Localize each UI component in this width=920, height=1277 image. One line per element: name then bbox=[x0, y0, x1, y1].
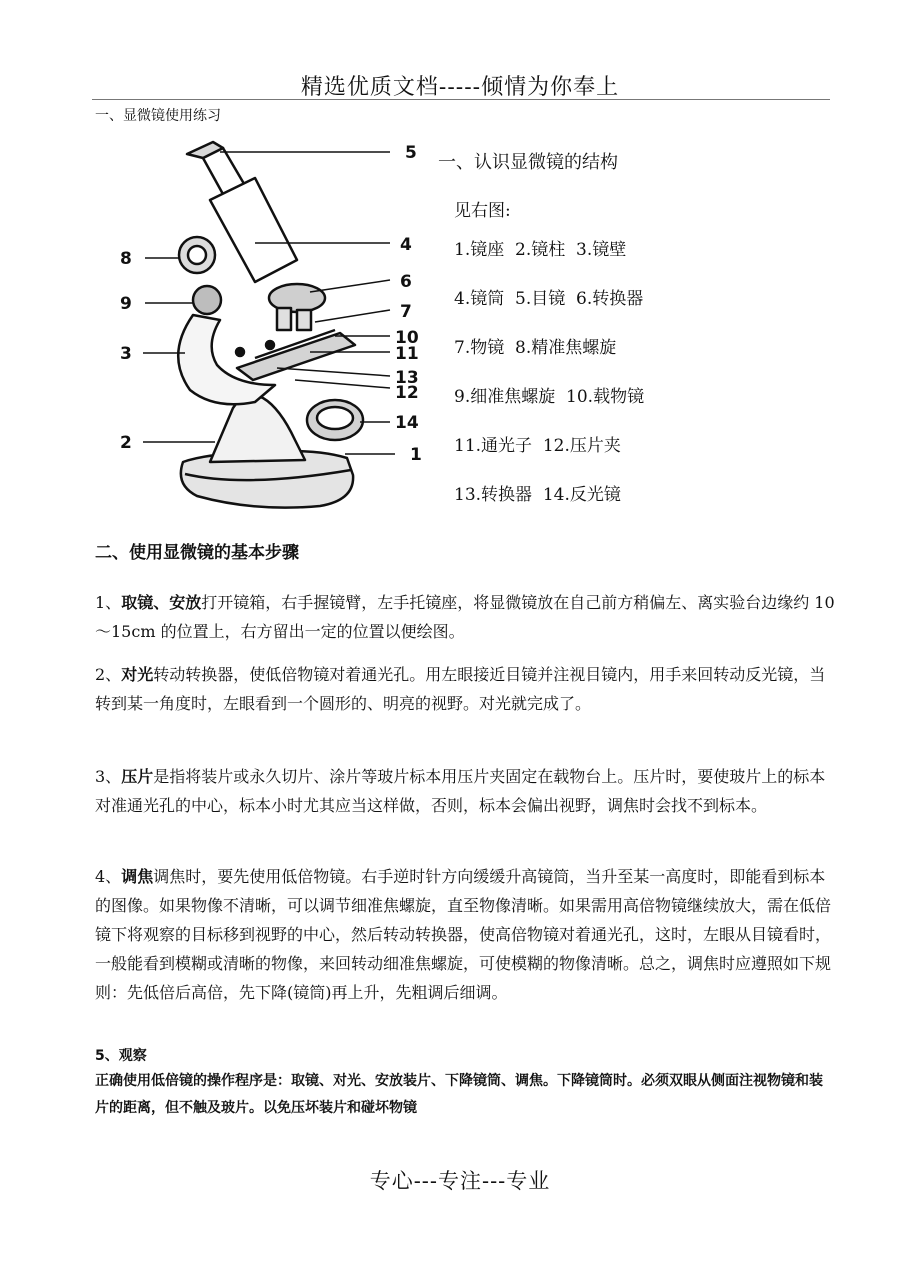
label-5: 5 bbox=[405, 143, 417, 163]
step-text: 转动转换器，使低倍物镜对着通光孔。用左眼接近目镜并注视目镜内，用手来回转动反光镜，当转到某一角度时，左眼看到一个圆形的、明亮的视野。对光就完成了。 bbox=[95, 665, 826, 713]
structure-line: 13.转换器 14.反光镜 bbox=[454, 485, 621, 505]
header-rule bbox=[92, 99, 830, 100]
label-4: 4 bbox=[400, 235, 412, 255]
section-title: 一、显微镜使用练习 bbox=[95, 108, 221, 124]
structure-heading: 一、认识显微镜的结构 bbox=[438, 152, 618, 173]
structure-line: 9.细准焦螺旋 10.载物镜 bbox=[454, 387, 645, 407]
step-text: 是指将装片或永久切片、涂片等玻片标本用压片夹固定在载物台上。压片时，要使玻片上的标本对准通光孔的中心，标本小时尤其应当这样做，否则，标本会偏出视野，调焦时会找不到标本。 bbox=[95, 767, 826, 815]
step-keyword: 对光 bbox=[121, 665, 154, 684]
label-11: 11 bbox=[395, 344, 419, 364]
see-right-note: 见右图: bbox=[454, 201, 511, 221]
label-8: 8 bbox=[120, 249, 132, 269]
structure-list bbox=[438, 148, 738, 520]
step-number: 1、 bbox=[95, 593, 122, 612]
step-text: 调焦时，要先使用低倍物镜。右手逆时针方向缓缓升高镜筒，当升至某一高度时，即能看到标本的图像。如果物像不清晰，可以调节细准焦螺旋，直至物像清晰。如果需用高倍物镜继续放大，需在低倍镜下将观察的目标移到视野的中心，然后转动转换器，使高倍物镜对着通光孔，这时，左眼从目镜看时，一般能看到模糊或清晰的物像，来回转动细准焦螺旋，可使模糊的物像清晰。总之，调焦时应遵照如下规则：先低倍后高倍，先下降(镜筒)再上升，先粗调后细调。 bbox=[95, 867, 832, 1002]
label-10: 10 bbox=[395, 328, 419, 348]
step-number: 3、 bbox=[95, 767, 122, 786]
step-4-paragraph bbox=[95, 862, 835, 1007]
step-keyword: 调焦 bbox=[121, 867, 154, 886]
step-1-paragraph bbox=[95, 588, 835, 646]
structure-line: 1.镜座 2.镜柱 3.镜壁 bbox=[454, 240, 627, 260]
label-9: 9 bbox=[120, 294, 132, 314]
label-2: 2 bbox=[120, 433, 132, 453]
label-6: 6 bbox=[400, 272, 412, 292]
structure-line: 4.镜筒 5.目镜 6.转换器 bbox=[454, 289, 644, 309]
step-number: 4、 bbox=[95, 867, 122, 886]
label-12: 12 bbox=[395, 383, 419, 403]
structure-line: 11.通光子 12.压片夹 bbox=[454, 436, 621, 456]
label-13: 13 bbox=[395, 368, 419, 388]
step-keyword: 取镜、安放 bbox=[121, 593, 202, 612]
step-text: 打开镜箱，右手握镜臂，左手托镜座，将显微镜放在自己前方稍偏左、离实验台边缘约 10～15cm 的位置上，右方留出一定的位置以便绘图。 bbox=[95, 593, 835, 641]
document-footer: 专心---专注---专业 bbox=[369, 1169, 551, 1193]
step-2-paragraph bbox=[95, 660, 835, 718]
document-header: 精选优质文档-----倾情为你奉上 bbox=[300, 75, 620, 100]
microscope-illustration bbox=[105, 140, 435, 515]
label-14: 14 bbox=[395, 413, 419, 433]
microscope-diagram bbox=[105, 140, 435, 515]
label-7: 7 bbox=[400, 302, 412, 322]
structure-line: 7.物镜 8.精准焦螺旋 bbox=[454, 338, 617, 358]
step-number: 2、 bbox=[95, 665, 122, 684]
observe-title: 5、观察 bbox=[95, 1048, 147, 1064]
step-3-paragraph bbox=[95, 762, 835, 820]
label-3: 3 bbox=[120, 344, 132, 364]
step-keyword: 压片 bbox=[121, 767, 154, 786]
steps-title: 二、使用显微镜的基本步骤 bbox=[95, 543, 299, 563]
observe-body: 正确使用低倍镜的操作程序是：取镜、对光、安放装片、下降镜筒、调焦。下降镜筒时。必须双眼从侧面注视物镜和装片的距离，但不触及玻片。以免压坏装片和碰坏物镜 bbox=[95, 1073, 823, 1116]
label-1: 1 bbox=[410, 445, 422, 465]
